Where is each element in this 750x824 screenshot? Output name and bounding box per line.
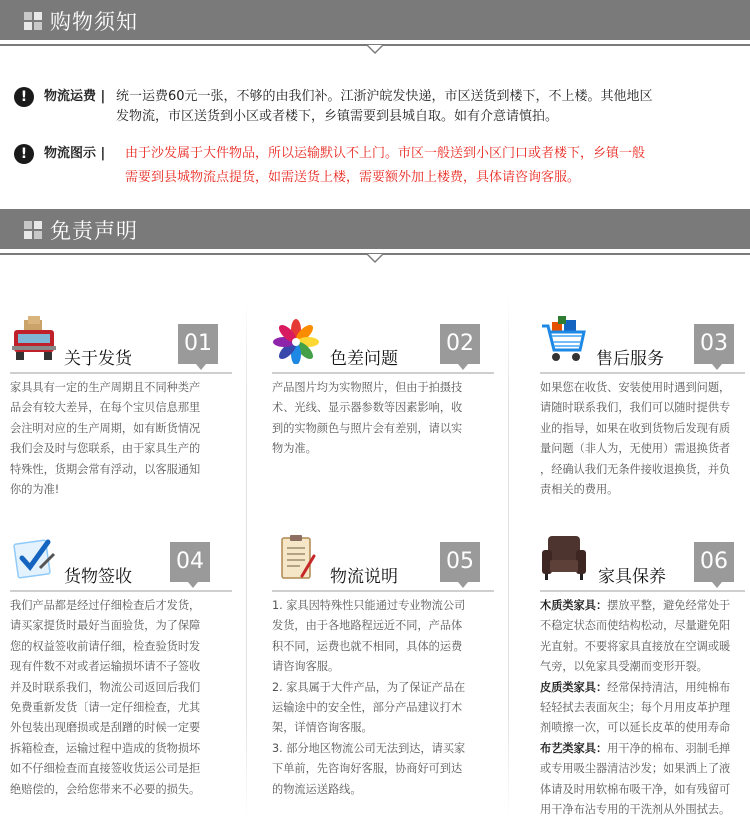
card-text-line: 到的实物颜色与照片会有差别，请以实 [272, 421, 463, 435]
card-text-line: 我们会及时与您联系，由于家具生产的 [10, 442, 201, 456]
card-text-line: 下单前，先咨询好客服，协商好可到达 [272, 762, 463, 776]
card-shipping [10, 316, 240, 516]
clipboard-icon [272, 534, 320, 582]
card-text-line: 拆箱检查，运输过程中造成的货物损坏 [10, 741, 201, 755]
delivery-truck-icon [10, 316, 58, 364]
card-text-line: 业的指导，如果在收到货物后发现有质 [540, 421, 731, 435]
card-text-line: 不稳定状态而使结构松动，尽量避免阳 [540, 619, 731, 633]
exclamation-icon: ! [14, 87, 34, 107]
card-text-line: 品会有较大差异，在每个宝贝信息那里 [10, 401, 201, 415]
card-text-line: 您的权益签收前请仔细，检查验货时发 [10, 639, 201, 653]
card-text-line: 运输途中的安全性，部分产品建议打木 [272, 701, 463, 715]
column-divider [508, 296, 509, 820]
card-text-line: 1. 家具因特殊性只能通过专业物流公司 [272, 599, 466, 612]
card-underline [272, 372, 494, 374]
section-title: 免责声明 [50, 219, 138, 243]
shopping-cart-icon [540, 316, 588, 364]
card-text-line: 剂喷擦一次，可以延长皮革的使用寿命 [540, 721, 731, 735]
card-body [272, 596, 494, 800]
notice-text-line: 统一运费60元一张，不够的由我们补。江浙沪皖发快递，市区送货到楼下，不上楼。其他地区 [116, 89, 653, 104]
card-text-line: 的物流运送路线。 [272, 782, 362, 796]
card-number-badge: 02 [440, 324, 480, 364]
card-text-line: 现有件数不对或者运输损坏请不子签收 [10, 660, 201, 674]
card-color-difference [272, 316, 502, 516]
card-text-line: 如不仔细检查而直接签收货运公司是拒 [10, 762, 201, 776]
card-underline [272, 590, 494, 592]
card-text-line: 并及时联系我们，物流公司返回后我们 [10, 680, 201, 694]
chevron-down-icon [366, 254, 384, 263]
card-text-line: 量问题（非人为，无使用）需退换货者 [540, 442, 731, 456]
card-title: 售后服务 [596, 349, 664, 369]
card-text-line: 责相关的费用。 [540, 483, 619, 497]
card-text-line: 免费重新发货〔请一定仔细检查，尤其 [10, 701, 201, 715]
card-text-line: 光直射。不要将家具直接放在空调或暖 [540, 639, 731, 653]
card-underline [540, 590, 745, 592]
card-text-line: 外包装出现磨损或是刮蹭的时候一定要 [10, 721, 201, 735]
card-body [540, 596, 746, 820]
card-text-line: 3. 部分地区物流公司无法到达，请买家 [272, 741, 466, 755]
puzzle-icon [24, 221, 42, 239]
card-text-line: 特殊性，货期会常有浮动，以客服通知 [10, 462, 201, 476]
puzzle-icon [24, 12, 42, 30]
notice-text-line: 需要到县城物流点提货，如需送货上楼，需要额外加上楼费，具体请咨询客服。 [125, 170, 581, 185]
chevron-down-icon [366, 45, 384, 54]
card-text-line: 轻轻拭去表面灰尘；每个月用皮革护理 [540, 701, 731, 715]
card-title: 货物签收 [64, 567, 132, 587]
card-text-line: 发货，由于各地路程远近不同，产品体 [272, 619, 463, 633]
card-text-line: 请咨询客服。 [272, 660, 340, 674]
card-text-line: 物为准。 [272, 442, 317, 456]
color-wheel-icon [272, 316, 320, 364]
card-text-line: ，经确认我们无条件接收退换货，并负 [540, 462, 731, 476]
card-text-line: 架，详情咨询客服。 [272, 721, 373, 735]
card-goods-receipt [10, 534, 240, 824]
card-text-line: 积不同，运费也就不相同，具体的运费 [272, 639, 463, 653]
card-text-line: 2. 家具属于大件产品，为了保证产品在 [272, 680, 466, 694]
card-text-line: 体请及时用软棉布吸干净，如有残留可 [540, 782, 731, 796]
card-underline [540, 372, 745, 374]
card-text-line: 会注明对应的生产周期，如有断货情况 [10, 421, 201, 435]
card-text-line: 绝赔偿的，会给您带来不必要的损失。 [10, 782, 201, 796]
card-number-badge: 03 [694, 324, 734, 364]
card-text-line: 产品图片均为实物照片，但由于拍摄技 [272, 381, 463, 394]
column-divider [246, 296, 247, 820]
card-text-line: 气旁，以免家具受潮而变形开裂。 [540, 660, 708, 674]
card-text-line: 皮质类家具：经常保持清洁，用纯棉布 [540, 680, 731, 694]
card-text-line: 你的为准! [10, 483, 60, 497]
card-text-line: 我们产品都是经过仔细检查后才发货， [10, 599, 201, 612]
card-title: 物流说明 [330, 567, 398, 587]
card-body [10, 596, 232, 800]
shipping-note-notice [14, 143, 734, 189]
card-furniture-care [540, 534, 750, 824]
card-title: 关于发货 [64, 349, 132, 369]
card-text-line: 请买家提货时最好当面验货，为了保障 [10, 619, 201, 633]
shipping-fee-notice [14, 86, 734, 132]
card-body [10, 378, 232, 500]
card-underline [10, 590, 232, 592]
card-after-sales [540, 316, 750, 516]
card-logistics-info [272, 534, 502, 824]
notice-label: 物流运费 | [44, 89, 106, 104]
card-text-line: 或专用吸尘器清洁沙发；如果洒上了液 [540, 762, 731, 776]
card-text-line: 布艺类家具：用干净的棉布、羽制毛掸 [540, 741, 731, 755]
card-text-line: 如果您在收货、安装使用时遇到问题， [540, 381, 731, 394]
card-body [540, 378, 746, 500]
armchair-icon [540, 534, 588, 582]
card-text-line: 术、光线、显示器参数等因素影响，收 [272, 401, 463, 415]
card-title: 色差问题 [330, 349, 398, 369]
card-number-badge: 04 [170, 542, 210, 582]
sign-checklist-icon [10, 534, 58, 582]
card-body [272, 378, 494, 460]
card-number-badge: 05 [440, 542, 480, 582]
card-title: 家具保养 [598, 567, 666, 587]
card-number-badge: 01 [178, 324, 218, 364]
section-header-disclaimer [0, 209, 750, 249]
notice-text-line: 发物流，市区送货到小区或者楼下，乡镇需要到县城自取。如有介意请慎拍。 [116, 109, 559, 124]
section-header-shopping [0, 0, 750, 40]
card-text-line: 用干净布沾专用的干洗剂从外围拭去。 [540, 803, 731, 817]
card-text-line: 木质类家具：摆放平整，避免经常处于 [540, 599, 731, 612]
notice-text-line: 由于沙发属于大件物品，所以运输默认不上门。市区一般送到小区门口或者楼下，乡镇一般 [125, 146, 646, 161]
exclamation-icon: ! [14, 144, 34, 164]
card-text-line: 请随时联系我们，我们可以随时提供专 [540, 401, 731, 415]
section-title: 购物须知 [50, 10, 138, 34]
card-underline [10, 372, 232, 374]
card-number-badge: 06 [694, 542, 734, 582]
notice-label: 物流图示 | [44, 146, 106, 161]
card-text-line: 家具具有一定的生产周期且不同种类产 [10, 381, 201, 394]
